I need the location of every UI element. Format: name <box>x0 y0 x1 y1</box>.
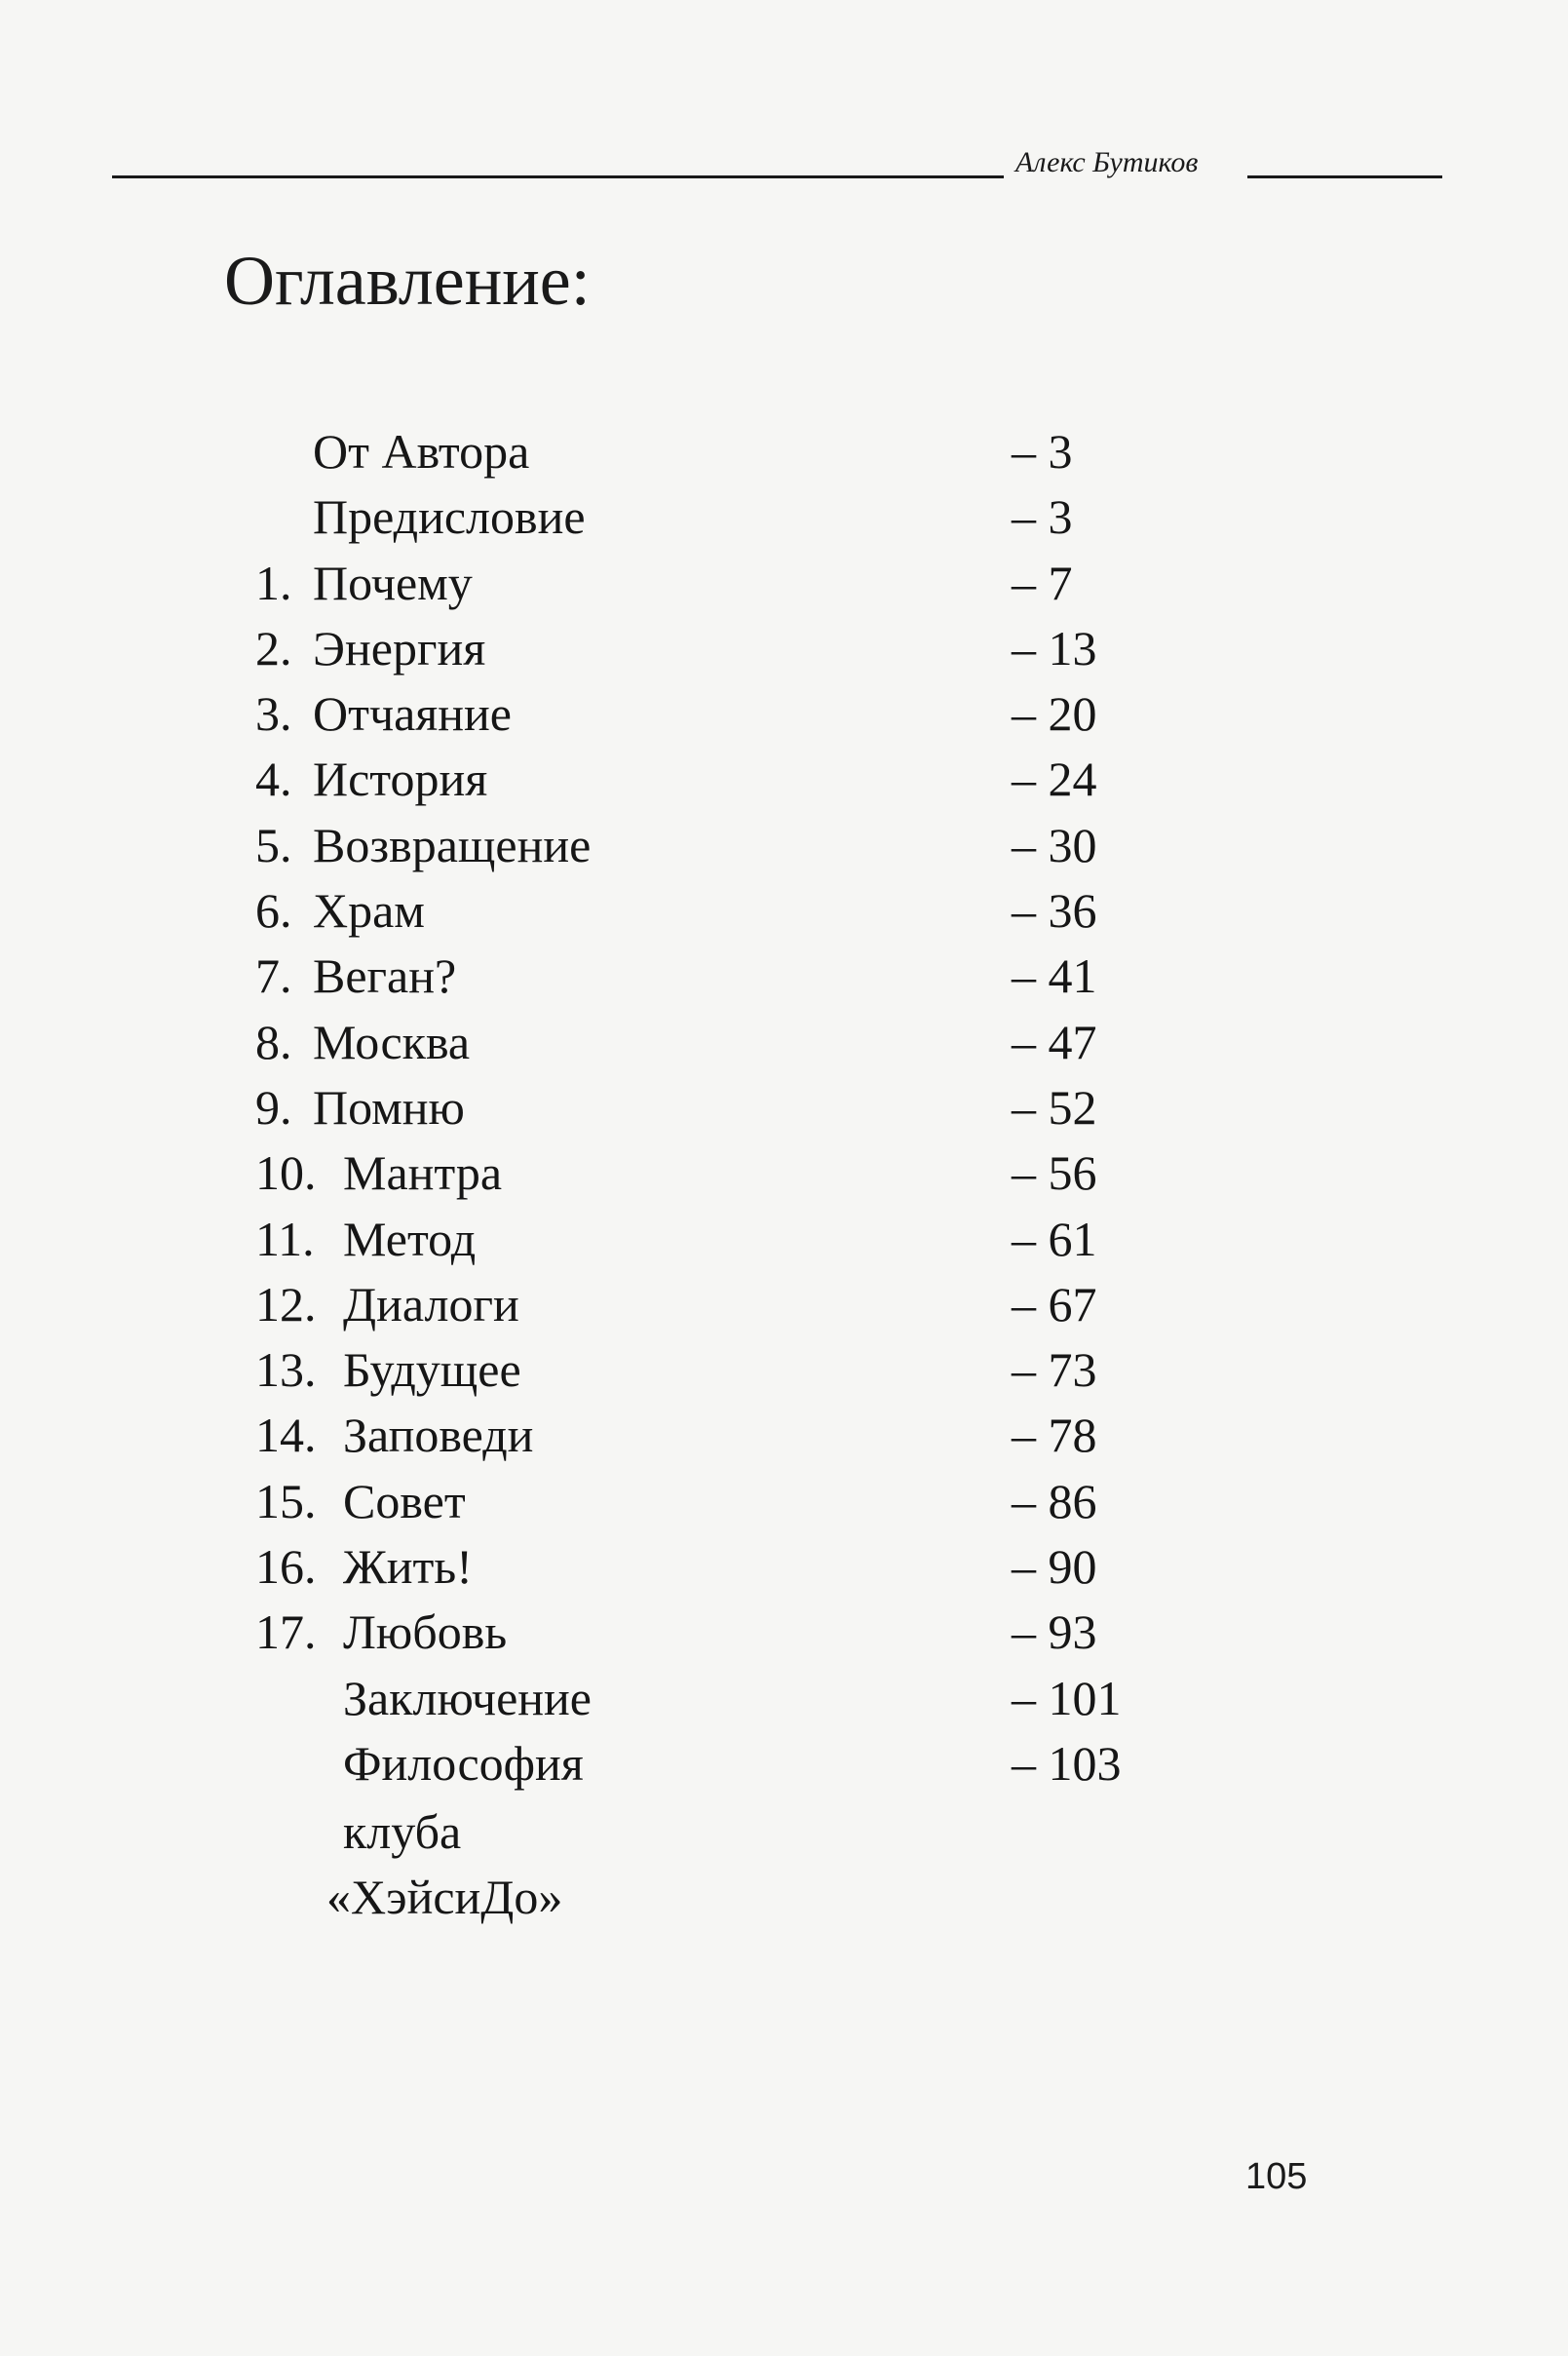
toc-entry-page: – 3 <box>1012 489 1073 545</box>
toc-entry-title: Диалоги <box>343 1276 519 1332</box>
toc-entry <box>0 944 1568 1009</box>
toc-entry-page: – 61 <box>1012 1211 1097 1266</box>
toc-entry <box>0 1666 1568 1731</box>
toc-entry <box>0 1337 1568 1403</box>
toc-entry-page: – 67 <box>1012 1276 1097 1332</box>
toc-entry <box>0 1075 1568 1140</box>
toc-entry-title: Помню <box>313 1079 465 1135</box>
toc-entry-page: – 3 <box>1012 424 1073 479</box>
toc-entry-page: – 56 <box>1012 1145 1097 1201</box>
toc-entry <box>0 1534 1568 1600</box>
toc-entry-number: 14. <box>255 1408 317 1463</box>
toc-entry-title: Будущее <box>343 1342 521 1398</box>
toc-entry-page: – 20 <box>1012 686 1097 742</box>
toc-entry-number: 17. <box>255 1604 317 1660</box>
toc-entry-number: 15. <box>255 1473 317 1528</box>
toc-entry-page: – 41 <box>1012 948 1097 1004</box>
running-header-author: Алекс Бутиков <box>1015 146 1199 178</box>
toc-entry <box>0 681 1568 747</box>
toc-entry <box>0 1403 1568 1468</box>
toc-entry-page: – 47 <box>1012 1014 1097 1069</box>
toc-entry-title: Любовь <box>343 1604 508 1660</box>
toc-entry-title: Энергия <box>313 620 486 676</box>
toc-entry <box>0 1272 1568 1337</box>
toc-entry-number: 9. <box>255 1079 292 1135</box>
toc-entry-number: 16. <box>255 1539 317 1595</box>
toc-entry-title: Почему <box>313 555 473 610</box>
toc-entry-title: Возвращение <box>313 817 592 872</box>
toc-entry-page: – 73 <box>1012 1342 1097 1398</box>
toc-entry-page: – 101 <box>1012 1670 1122 1725</box>
toc-entry <box>0 878 1568 944</box>
toc-entry <box>0 616 1568 681</box>
toc-entry-continuation: клуба <box>343 1804 462 1859</box>
toc-entry-page: – 103 <box>1012 1735 1122 1791</box>
toc-entry-title: Жить! <box>343 1539 473 1595</box>
toc-entry-title: Заповеди <box>343 1408 534 1463</box>
header-rule-right <box>1247 175 1442 178</box>
toc-entry-page: – 86 <box>1012 1473 1097 1528</box>
toc-entry-number: 1. <box>255 555 292 610</box>
toc-entry-title: Предисловие <box>313 489 586 545</box>
toc-entry <box>0 551 1568 616</box>
toc-entry <box>0 813 1568 878</box>
toc-entry-number: 12. <box>255 1276 317 1332</box>
toc-entry-title: Отчаяние <box>313 686 513 742</box>
toc-entry <box>0 1207 1568 1272</box>
toc-list <box>0 419 1568 1796</box>
header-rule-left <box>112 175 1004 178</box>
toc-title: Оглавление: <box>224 242 591 320</box>
toc-entry-page: – 13 <box>1012 620 1097 676</box>
toc-entry-number: 8. <box>255 1014 292 1069</box>
toc-entry-title: Храм <box>313 883 425 939</box>
toc-entry-number: 10. <box>255 1145 317 1201</box>
toc-entry-title: Мантра <box>343 1145 503 1201</box>
toc-entry-title: От Автора <box>313 424 530 479</box>
toc-entry-continuation: «ХэйсиДо» <box>326 1870 563 1924</box>
toc-entry-number: 3. <box>255 686 292 742</box>
toc-entry-page: – 24 <box>1012 752 1097 807</box>
toc-entry-page: – 7 <box>1012 555 1073 610</box>
toc-entry <box>0 419 1568 484</box>
toc-entry-title: Философия <box>343 1735 584 1791</box>
toc-entry-number: 5. <box>255 817 292 872</box>
toc-entry-number: 2. <box>255 620 292 676</box>
toc-entry-title: Совет <box>343 1473 466 1528</box>
toc-entry-number: 6. <box>255 883 292 939</box>
toc-entry <box>0 1010 1568 1075</box>
toc-entry <box>0 1731 1568 1796</box>
toc-entry <box>0 1469 1568 1534</box>
toc-entry-title: Метод <box>343 1211 477 1266</box>
toc-entry-page: – 36 <box>1012 883 1097 939</box>
toc-entry <box>0 1140 1568 1206</box>
toc-entry-title: Заключение <box>343 1670 592 1725</box>
toc-entry-title: История <box>313 752 488 807</box>
toc-entry-number: 11. <box>255 1211 315 1266</box>
toc-entry-page: – 52 <box>1012 1079 1097 1135</box>
toc-entry-page: – 78 <box>1012 1408 1097 1463</box>
toc-entry-page: – 90 <box>1012 1539 1097 1595</box>
page-number: 105 <box>1245 2156 1308 2197</box>
toc-entry-number: 4. <box>255 752 292 807</box>
toc-entry <box>0 747 1568 812</box>
toc-entry-title: Веган? <box>313 948 457 1004</box>
toc-entry-number: 13. <box>255 1342 317 1398</box>
toc-entry-number: 7. <box>255 948 292 1004</box>
toc-entry <box>0 1600 1568 1665</box>
toc-entry <box>0 484 1568 550</box>
toc-entry-page: – 93 <box>1012 1604 1097 1660</box>
toc-entry-page: – 30 <box>1012 817 1097 872</box>
toc-entry-title: Москва <box>313 1014 471 1069</box>
